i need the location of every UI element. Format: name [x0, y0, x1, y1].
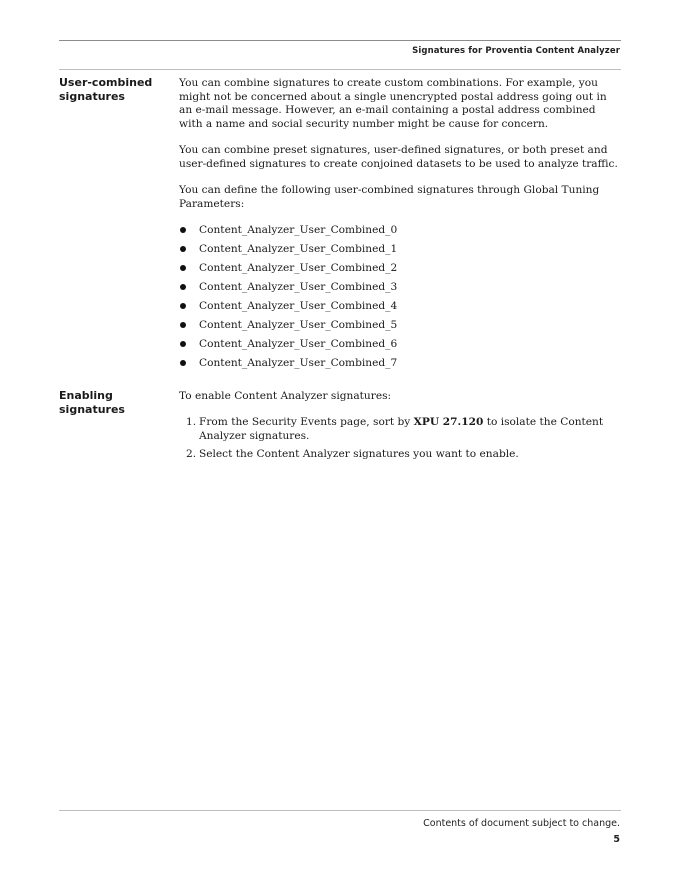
bullet-icon: [180, 284, 186, 290]
paragraph-combine-types: [179, 144, 621, 171]
bullet-icon: [180, 303, 186, 309]
step-number: 1.: [186, 416, 197, 428]
step-text: Select the Content Analyzer signatures you want to enable.: [199, 448, 519, 461]
list-item: [179, 299, 621, 318]
paragraph-combine-intro: [179, 77, 621, 131]
section-heading-line: User-combined: [59, 76, 153, 89]
section-heading-enabling: Enabling signatures: [59, 389, 125, 416]
paragraph-define-list-intro: [179, 184, 621, 211]
list-item: [179, 356, 621, 375]
bullet-icon: [180, 341, 186, 347]
list-item-text: Content_Analyzer_User_Combined_5: [199, 319, 398, 331]
bullet-icon: [180, 360, 186, 366]
bullet-list-combined-signatures: [179, 223, 621, 375]
header-bottom-rule: [59, 69, 621, 70]
list-item: [179, 242, 621, 261]
header-top-rule: [59, 40, 621, 41]
step-text-before: From the Security Events page, sort by: [199, 416, 414, 428]
list-item-text: Content_Analyzer_User_Combined_7: [199, 357, 398, 369]
page-number: 5: [613, 834, 620, 845]
paragraph-text: You can define the following user-combined signatures through Global Tuning Parameters:: [179, 184, 600, 210]
list-item-text: Content_Analyzer_User_Combined_1: [199, 243, 398, 255]
list-item: [179, 448, 621, 462]
list-item-text: Content_Analyzer_User_Combined_2: [199, 262, 398, 274]
running-header-title: Signatures for Proventia Content Analyzer: [412, 46, 620, 56]
bullet-icon: [180, 246, 186, 252]
numbered-list-enable-steps: [179, 416, 621, 467]
footer-rule: [59, 810, 621, 811]
bullet-icon: [180, 322, 186, 328]
list-item: [179, 261, 621, 280]
footer-note: Contents of document subject to change.: [423, 818, 620, 829]
list-item: [179, 416, 621, 443]
bullet-icon: [180, 265, 186, 271]
paragraph-text: You can combine signatures to create custom combinations. For example, you might not be concerned about a single unencrypted postal address going out in an e-mail message. However, an e-mail containing a postal address combined with a name and social security number might be cause for concern.: [179, 77, 607, 130]
list-item: [179, 337, 621, 356]
step-number: 2.: [186, 448, 197, 461]
list-item-text: Content_Analyzer_User_Combined_4: [199, 300, 398, 312]
paragraph-text: To enable Content Analyzer signatures:: [179, 390, 392, 402]
paragraph-enabling-intro: [179, 390, 621, 404]
list-item-text: Content_Analyzer_User_Combined_3: [199, 281, 398, 293]
step-text-bold: XPU 27.120: [413, 416, 484, 428]
section-heading-user-combined: [59, 76, 174, 104]
step-text-after: to isolate the Content Analyzer signatures.: [199, 416, 604, 442]
list-item: [179, 318, 621, 337]
list-item: [179, 280, 621, 299]
section-heading-line: signatures: [59, 90, 125, 103]
bullet-icon: [180, 227, 186, 233]
paragraph-text: You can combine preset signatures, user-defined signatures, or both preset and user-defined signatures to create conjoined datasets to be used to analyze traffic.: [179, 144, 618, 170]
list-item: [179, 223, 621, 242]
list-item-text: Content_Analyzer_User_Combined_0: [199, 224, 398, 236]
list-item-text: Content_Analyzer_User_Combined_6: [199, 338, 398, 350]
